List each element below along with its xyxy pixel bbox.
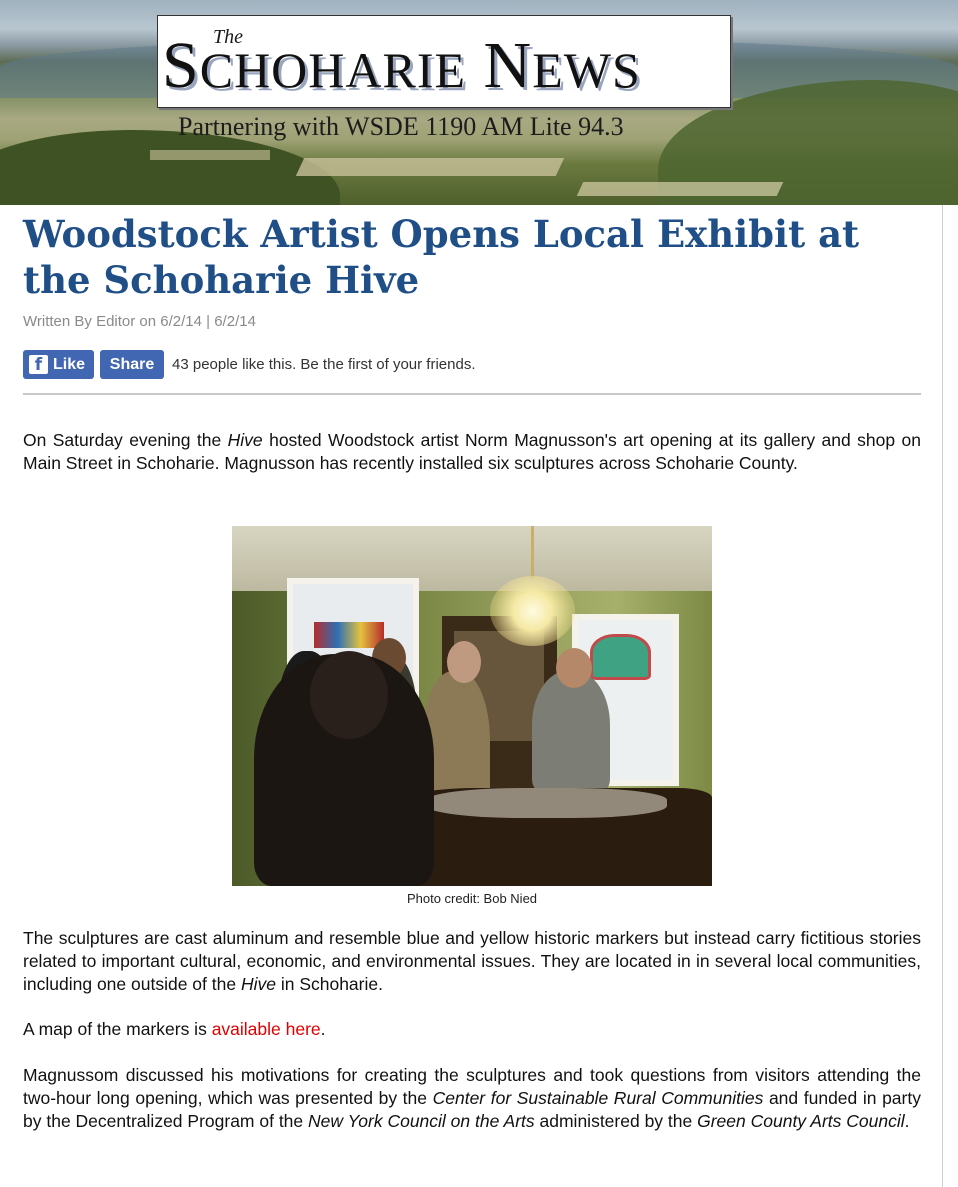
site-tagline: Partnering with WSDE 1190 AM Lite 94.3 xyxy=(178,112,624,141)
content-right-border xyxy=(942,205,943,1187)
like-label: Like xyxy=(53,355,86,373)
header-banner xyxy=(0,0,958,205)
facebook-share-button[interactable] xyxy=(100,350,164,379)
facebook-f-icon: f xyxy=(29,355,48,374)
facebook-like-button[interactable] xyxy=(23,350,94,379)
photo-stained-glass xyxy=(314,622,384,648)
article-paragraph-4: Magnussom discussed his motivations for creating the sculptures and took questions from visitors attending the two-hour long opening, which was presented by the Center for Sustainable Rural Communities and funded in party by the Decentralized Program of the New York Council on the Arts administered by the Green County Arts Council. xyxy=(23,1065,921,1131)
logo-wordmark: SCHOHARIE NEWS xyxy=(162,29,641,102)
article-title: Woodstock Artist Opens Local Exhibit at the Schoharie Hive xyxy=(23,212,860,302)
photo-person xyxy=(532,671,610,791)
banner-field xyxy=(150,150,270,160)
divider xyxy=(23,393,921,395)
photo-caption: Photo credit: Bob Nied xyxy=(406,891,538,906)
article-paragraph-3: A map of the markers is available here. xyxy=(23,1019,326,1039)
article-byline: Written By Editor on 6/2/14 | 6/2/14 xyxy=(23,313,256,330)
share-label: Share xyxy=(109,355,155,373)
logo-the: The xyxy=(213,26,243,48)
banner-field xyxy=(577,182,784,196)
facebook-social-bar xyxy=(23,350,476,379)
site-logo[interactable] xyxy=(157,15,731,108)
like-count-text: 43 people like this. Be the first of your friends. xyxy=(172,356,476,373)
banner-field xyxy=(296,158,564,176)
article-paragraph-2: The sculptures are cast aluminum and resemble blue and yellow historic markers but instead carry fictitious stories related to important cultural, economic, and environmental issues. They are located in in several local communities, including one outside of the Hive in Schoharie. xyxy=(23,928,921,994)
photo-chandelier xyxy=(490,576,575,646)
markers-map-link[interactable]: available here xyxy=(211,1019,321,1039)
article-paragraph-1: On Saturday evening the Hive hosted Woodstock artist Norm Magnusson's art opening at its gallery and shop on Main Street in Schoharie. Magnusson has recently installed six sculptures across Schoharie County. xyxy=(23,430,921,473)
article-photo[interactable] xyxy=(232,526,712,886)
photo-stained-glass xyxy=(590,634,651,680)
